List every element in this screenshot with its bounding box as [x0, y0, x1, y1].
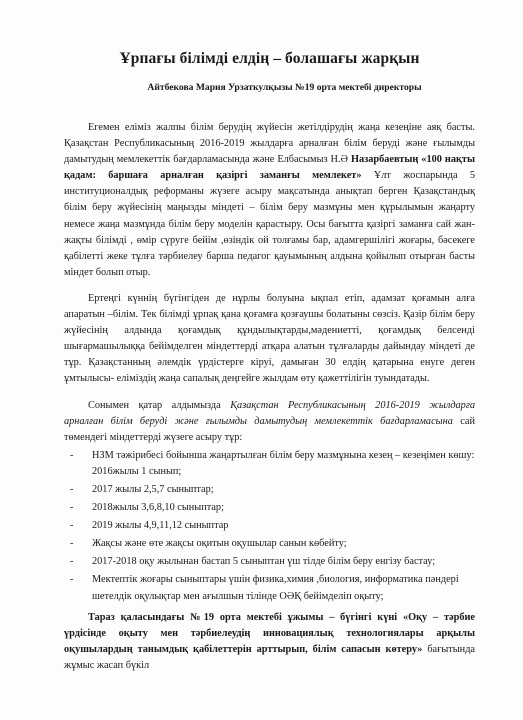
list-item: - 2019 жылы 4,9,11,12 сыныптар: [64, 518, 475, 534]
paragraph-tasks: [64, 398, 475, 446]
paragraph-intro: [64, 120, 475, 281]
paragraph-text: Егемен еліміз жалпы білім берудің жүйесін жетілдірудің жаңа кезеңіне аяқ басты. Қазақстан Республикасының 2016-2019 жылдарға арналған білім беруді және ғылымды дамытудың мемлекеттік бағдарламасында және Елбасымыз Н.Ә: [64, 122, 475, 166]
list-item: - 2017 жылы 2,5,7 сыныптар;: [64, 482, 475, 498]
paragraph-education: Ертеңгі күннің бүгінгіден де нұрлы болуына ықпал етіп, адамзат қоғамын алға апаратын –білім. Тек білімді ұрпақ қана қоғамға қозғаушы болатыны сөзсіз. Қазір білім беру жүйесінің алдында қоғамдық құндылықтарды,мәдениетті, қоғамдық белсенді шығармашылыққа бейімделген міндеттерді атқара алатын тұлғаларды дайындау міндеті де тұр. Қазақстанның әлемдік үрдістерге кіруі, дамыған 30 елдің қатарына енуге деген ұмтылысы- еліміздің жаңа сапалық деңгейге жылдам өту қажеттілігін туындатады.: [64, 292, 475, 385]
italic-program-name: Қазақстан Республикасының 2016-2019 жылдарға арналған білім беруді және ғылымды дамытудың мемлекеттік бағдарламасына: [64, 399, 475, 427]
bold-quote: Назарбаевтың «100 нақты қадам: баршаға арналған қазіргі заманғы мемлекет»: [64, 154, 475, 182]
paragraph-text: Ұлт жоспарында 5 институционалдық реформаны жүзеге асыру мақсатында анықтап берген Қазақстандық білім беру жүйесінің маңызды міндеті – білім беру мазмұны мен құрылымын жаңарту немесе жаңа мазмұнда білім беру моделін қарастыру. Осы бағытта қазіргі заманға сай жан-жақты білімді , өмір сүруге бейім ,өзіндік ой толғамы бар, адамгершілігі жоғары, бәсекеге қабілетті жеке тұлға тәрбиелеу барша педагог қауымының алдына қойылып отырған басты міндет болып отыр.: [64, 170, 475, 278]
task-list: [64, 448, 475, 605]
bold-school-statement: Тараз қаласындағы №19 орта мектебі ұжымы – бүгінгі күні «Оқу – тәрбие үрдісінде оқыту мен тәрбиелеудің инновациялық технологиялары арқылы оқушылардың танымдық қабілеттерін арттырып, білім сапасын көтеру»: [64, 611, 475, 655]
list-item: - Жақсы және өте жақсы оқитын оқушылар санын көбейту;: [64, 536, 475, 552]
paragraph-school: [64, 610, 475, 674]
paragraph-text: Сонымен қатар алдымызда: [88, 399, 231, 411]
author-line: Айтбекова Мария Урзаткулқызы №19 орта мектебі директоры: [147, 82, 422, 93]
document-title: Ұрпағы білімді елдің – болашағы жарқын: [119, 50, 420, 67]
paragraph-text: сай төмендегі міндеттерді жүзеге асыру тұр:: [64, 415, 475, 443]
list-item: - Мектептік жоғары сыныптары үшін физика,химия ,биология, информатика пәндері шетелдік оқулықтар мен ағылшын тілінде ОӘҚ бейімделіп оқыту;: [64, 572, 475, 604]
list-item: - 2018жылы 3,6,8,10 сыныптар;: [64, 500, 475, 516]
paragraph-text: бағытында жұмыс жасап бүкіл: [64, 643, 476, 671]
list-item: - НЗМ тәжірибесі бойынша жаңартылған білім беру мазмұнына кезең – кезеңімен көшу: 2016жылы 1 сынып;: [64, 448, 475, 480]
list-item: - 2017-2018 оқу жылынан бастап 5 сыныптан үш тілде білім беру енгізу бастау;: [64, 554, 475, 570]
